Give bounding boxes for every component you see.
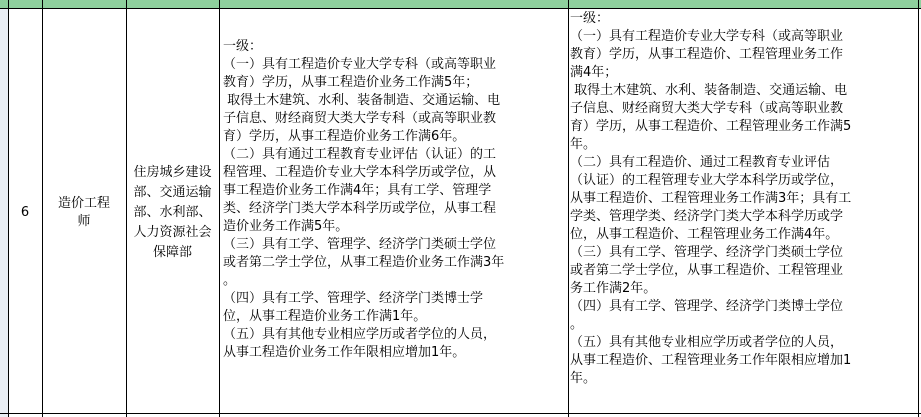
- text-line: 位，从事工程造价业务工作满1年。: [223, 309, 427, 324]
- text-line: （三）具有工学、管理学、经济学门类硕士学位: [223, 237, 497, 252]
- qualification-title-cell[interactable]: [42, 8, 126, 417]
- text-line: 学类、管理学类、经济学门类大学本科学历或学: [570, 209, 844, 224]
- text-line: （三）具有工学、管理学、经济学门类硕士学位: [570, 245, 844, 260]
- qualification-title: 造价工程师: [57, 195, 110, 229]
- text-line: 位，从事工程造价、工程管理业务工作满4年。: [570, 227, 839, 242]
- text-line: 从事工程造价、工程管理业务工作满3年；具有工: [570, 191, 852, 206]
- text-line: 务工作满2年。: [570, 281, 657, 296]
- text-line: 满4年；: [570, 65, 618, 80]
- text-line: 育）学历，从事工程造价、工程管理业务工作满5: [570, 119, 852, 134]
- text-line: （认证）的工程管理专业大学本科学历或学位，: [570, 173, 844, 188]
- col-border: [568, 0, 569, 417]
- text-line: 或者第二学士学位，从事工程造价、工程管理业: [570, 263, 844, 278]
- text-line: 教育）学历，从事工程造价、工程管理业务工作: [570, 47, 844, 62]
- text-line: （一）具有工程造价专业大学专科（或高等职业: [570, 29, 844, 44]
- text-line: 。: [223, 273, 237, 288]
- requirements-cell-a[interactable]: [223, 38, 563, 362]
- text-line: 。: [570, 317, 584, 332]
- text-line: 子信息、财经商贸大类大学专科（或高等职业教: [570, 101, 844, 116]
- col-border: [219, 0, 220, 417]
- text-line: （二）具有工程造价、通过工程教育专业评估: [570, 155, 831, 170]
- text-line: 年。: [570, 137, 597, 152]
- text-line: 年。: [570, 371, 597, 386]
- text-line: （五）具有其他专业相应学历或者学位的人员，: [223, 327, 497, 342]
- text-line: （二）具有通过工程教育专业评估（认证）的工: [223, 147, 497, 162]
- text-line: 或者第二学士学位，从事工程造价业务工作满3年: [223, 255, 505, 270]
- text-line: 一级：: [570, 11, 610, 26]
- text-line: 从事工程造价、工程管理业务工作年限相应增加1: [570, 353, 852, 368]
- text-line: （四）具有工学、管理学、经济学门类博士学位: [570, 299, 844, 314]
- spreadsheet-top-band: [0, 0, 921, 8]
- requirements-cell-b[interactable]: [570, 10, 916, 388]
- text-line: 育）学历，从事工程造价业务工作满6年。: [223, 129, 466, 144]
- text-line: 程管理、工程造价专业大学本科学历或学位，从: [223, 165, 497, 180]
- row-number-text: 6: [20, 204, 30, 220]
- text-line: 类、经济学门类大学本科学历或学位，从事工程: [223, 201, 497, 216]
- text-line: 教育）学历，从事工程造价业务工作满5年；: [223, 75, 479, 90]
- col-border: [918, 0, 919, 417]
- text-line: 取得土木建筑、水利、装备制造、交通运输、电: [570, 83, 848, 98]
- text-line: （一）具有工程造价专业大学专科（或高等职业: [223, 57, 497, 72]
- text-line: 子信息、财经商贸大类大学专科（或高等职业教: [223, 111, 497, 126]
- text-line: 事工程造价业务工作满4年；具有工学、管理学: [223, 183, 492, 198]
- department-cell[interactable]: [126, 8, 219, 417]
- text-line: 从事工程造价业务工作年限相应增加1年。: [223, 345, 466, 360]
- text-line: 取得土木建筑、水利、装备制造、交通运输、电: [223, 93, 501, 108]
- text-line: （五）具有其他专业相应学历或者学位的人员，: [570, 335, 844, 350]
- text-line: （四）具有工学、管理学、经济学门类博士学: [223, 291, 484, 306]
- text-line: 造价业务工作满5年。: [223, 219, 349, 234]
- row-number[interactable]: [8, 8, 42, 417]
- department-text: 住房城乡建设部、交通运输部、水利部、人力资源社会保障部: [133, 164, 212, 260]
- text-line: 一级：: [223, 39, 263, 54]
